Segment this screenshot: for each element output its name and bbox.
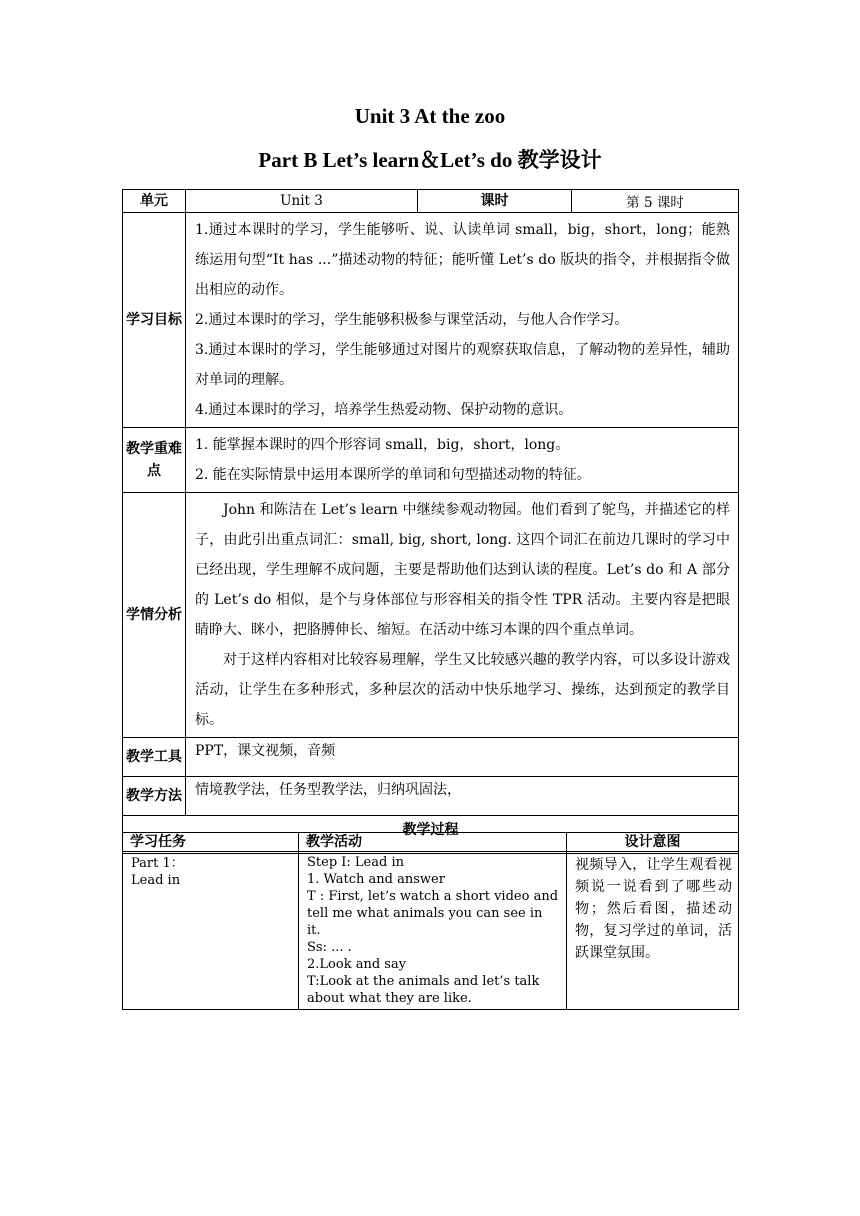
objective-item: 3.通过本课时的学习，学生能够通过对图片的观察获取信息，了解动物的差异性，辅助对单词的理解。: [195, 342, 730, 388]
activity-cell: [299, 852, 567, 1010]
keypoints-label: 教学重难点: [123, 428, 186, 493]
process-table: [122, 832, 739, 1010]
objectives-cell: [186, 213, 739, 428]
header-intent: 设计意图: [567, 833, 739, 852]
header-task: 学习任务: [123, 833, 299, 852]
method-value: 情境教学法，任务型教学法，归纳巩固法，: [186, 777, 739, 816]
intent-cell: 视频导入，让学生观看视频说一说看到了哪些动物；然后看图，描述动物，复习学过的单词，活跃课堂氛围。: [567, 852, 739, 1010]
objective-item: 4.通过本课时的学习，培养学生热爱动物、保护动物的意识。: [195, 402, 573, 418]
analysis-paragraph: 对于这样内容相对比较容易理解，学生又比较感兴趣的教学内容，可以多设计游戏活动，让学生在多种形式，多种层次的活动中快乐地学习、操练，达到预定的教学目标。: [195, 652, 730, 728]
keypoint-item: 1. 能掌握本课时的四个形容词 small，big，short，long。: [195, 437, 570, 453]
unit-label: 单元: [123, 190, 186, 213]
activity-line: Step I: Lead in: [307, 855, 404, 870]
task-line: Part 1：: [131, 856, 184, 871]
header-activity: 教学活动: [299, 833, 567, 852]
activity-line: T : First, let’s watch a short video and tell me what animals you can see in it.: [307, 889, 559, 938]
activity-line: T:Look at the animals and let’s talk about what they are like.: [307, 974, 540, 1006]
period-value: 第 5 课时: [572, 190, 739, 213]
objectives-label: 学习目标: [123, 213, 186, 428]
tools-value: PPT，课文视频，音频: [186, 738, 739, 777]
method-label: 教学方法: [123, 777, 186, 816]
task-cell: [123, 852, 299, 1010]
task-line: Lead in: [131, 873, 181, 888]
analysis-cell: [186, 493, 739, 738]
lesson-info-table: [122, 189, 739, 854]
objective-item: 1.通过本课时的学习，学生能够听、说、认读单词 small，big，short，long；能熟练运用句型“It has ...”描述动物的特征；能听懂 Let’s do 版块的指令，并根据指令做出相应的动作。: [195, 222, 730, 298]
activity-line: 1. Watch and answer: [307, 872, 445, 887]
objective-item: 2.通过本课时的学习，学生能够积极参与课堂活动，与他人合作学习。: [195, 312, 629, 328]
period-label: 课时: [418, 190, 572, 213]
keypoint-item: 2. 能在实际情景中运用本课所学的单词和句型描述动物的特征。: [195, 467, 591, 483]
keypoints-cell: [186, 428, 739, 493]
activity-line: Ss: ... .: [307, 940, 352, 955]
document-subtitle: Part B Let’s learn＆Let’s do 教学设计: [258, 148, 602, 172]
unit-value: Unit 3: [186, 190, 418, 213]
activity-line: 2.Look and say: [307, 957, 407, 972]
process-heading: 教学过程: [123, 816, 739, 854]
tools-label: 教学工具: [123, 738, 186, 777]
analysis-label: 学情分析: [123, 493, 186, 738]
analysis-paragraph: John 和陈洁在 Let’s learn 中继续参观动物园。他们看到了鸵鸟，并描述它的样子，由此引出重点词汇：small, big, short, long. 这四个词汇在前边几课时的学习中已经出现，学生理解不成问题，主要是帮助他们达到认读的程度。Let’s do 和 A 部分的 Let’s do 相似，是个与身体部位与形容相关的指令性 TPR 活动。主要内容是把眼睛睁大、眯小，把胳膊伸长、缩短。在活动中练习本课的四个重点单词。: [195, 502, 730, 638]
document-title: Unit 3 At the zoo: [354, 104, 506, 128]
